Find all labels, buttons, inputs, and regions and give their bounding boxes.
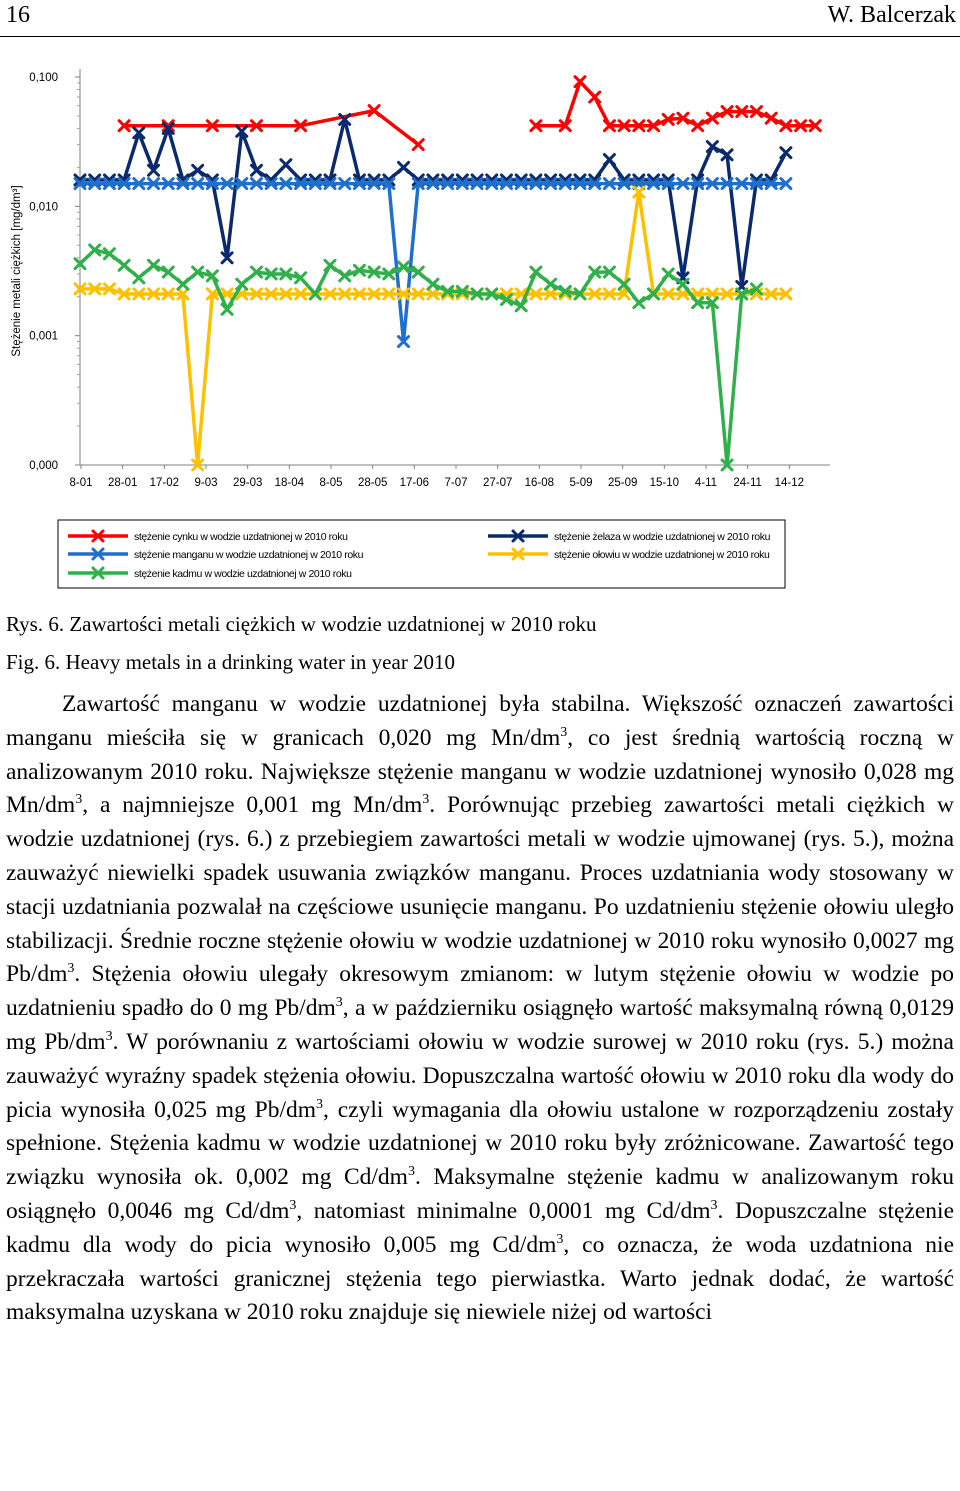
page-number: 16	[6, 2, 30, 28]
data-point	[634, 298, 644, 308]
page-header	[0, 0, 960, 37]
data-point	[178, 279, 188, 289]
series-3	[75, 187, 791, 470]
x-tick-label: 28-05	[357, 477, 388, 489]
legend-label: stężenie manganu w wodzie uzdatnionej w 2010 roku	[134, 549, 364, 561]
text-run: , a w październiku osiągnęło wartość maksymalną równą 0,0129 mg Pb/dm	[6, 995, 955, 1055]
legend-label: stężenie cynku w wodzie uzdatnionej w 2010 roku	[134, 531, 348, 543]
legend-label: stężenie kadmu w wodzie uzdatnionej w 2010 roku	[134, 568, 352, 580]
x-tick-label: 5-09	[569, 477, 593, 489]
superscript: 3	[316, 1096, 324, 1112]
x-tick-label: 25-09	[607, 477, 638, 489]
data-point	[678, 279, 688, 289]
x-tick-label: 4-11	[694, 477, 718, 489]
x-tick-label: 15-10	[649, 477, 680, 489]
chart-legend	[58, 520, 785, 588]
x-tick-label: 8-01	[69, 477, 93, 489]
running-head-author: W. Balcerzak	[827, 2, 956, 28]
text-run: , co jest średnią wartością roczną w analizowanym 2010 roku. Największe stężenie manganu w wodzie uzdatnionej wynosiło 0,028 mg Mn/dm	[6, 724, 954, 819]
figure-caption-pl: Rys. 6. Zawartości metali ciężkich w wodzie uzdatnionej w 2010 roku	[6, 612, 597, 636]
data-point	[663, 269, 673, 279]
data-point	[604, 155, 614, 165]
text-run: . Stężenia ołowiu ulegały okresowym zmianom: w lutym stężenie ołowiu w wodzie po uzdatnieniu spadło do 0 mg Pb/dm	[6, 961, 954, 1022]
series-line	[80, 119, 786, 286]
superscript: 3	[105, 1029, 113, 1045]
text-run: , a najmniejsze 0,001 mg Mn/dm	[82, 792, 423, 819]
superscript: 3	[407, 1164, 415, 1180]
x-tick-label: 9-03	[194, 477, 218, 489]
text-run: . Maksymalne stężenie kadmu w analizowanym roku osiągnęło 0,0046 mg Cd/dm	[6, 1164, 954, 1224]
superscript: 3	[560, 724, 568, 740]
y-tick-label: 0,000	[29, 460, 58, 472]
text-run: , natomiast minimalne 0,0001 mg Cd/dm	[296, 1197, 711, 1224]
series-1	[75, 114, 791, 291]
x-tick-label: 7-07	[444, 477, 468, 489]
x-tick-label: 14-12	[774, 477, 805, 489]
superscript: 3	[335, 995, 343, 1011]
data-point	[193, 165, 203, 175]
superscript: 3	[75, 792, 83, 808]
text-run: , co oznacza, że woda uzdatniona nie przekraczała wartości granicznej stężenia tego pierwiastka. Warto jednak dodać, że wartość maksymalna uzyskana w 2010 roku znajduje się niewiele niżej od wartości	[6, 1231, 954, 1326]
superscript: 3	[710, 1198, 718, 1214]
x-tick-label: 18-04	[274, 477, 305, 489]
body-text	[6, 688, 954, 1330]
text-run: . W porównaniu z wartościami ołowiu w wodzie surowej w 2010 roku (rys. 5.) można zauważyć wyraźny spadek stężenia ołowiu. Dopuszczalna wartość ołowiu w 2010 roku dla wody do picia wynosiła 0,025 mg Pb/dm	[6, 1028, 954, 1123]
x-tick-label: 28-01	[107, 477, 138, 489]
data-point	[119, 260, 129, 270]
data-point	[399, 162, 409, 172]
superscript: 3	[67, 961, 75, 977]
chart-axes	[11, 69, 830, 489]
x-tick-label: 27-07	[482, 477, 513, 489]
figure-caption-en: Fig. 6. Heavy metals in a drinking water in year 2010	[6, 650, 456, 674]
superscript: 3	[422, 792, 430, 808]
x-tick-label: 24-11	[733, 477, 762, 489]
text-run: . Dopuszczalne stężenie kadmu dla wody do picia wynosiło 0,005 mg Cd/dm	[6, 1197, 955, 1258]
series-0	[119, 77, 820, 150]
data-point	[413, 140, 423, 150]
superscript: 3	[289, 1198, 297, 1214]
body-paragraph	[6, 688, 954, 1330]
data-point	[134, 273, 144, 283]
y-tick-label: 0,010	[29, 201, 58, 214]
x-tick-label: 16-08	[524, 477, 555, 489]
legend-label: stężenie żelaza w wodzie uzdatnionej w 2010 roku	[554, 531, 771, 543]
text-run: , czyli wymagania dla ołowiu ustalone w rozporządzeniu zostały spełnione. Stężenia kadmu w wodzie uzdatnionej w 2010 roku były zróżnicowane. Zawartość tego związku wynosiła ok. 0,002 mg Cd/dm	[6, 1096, 954, 1191]
data-point	[281, 160, 291, 170]
y-tick-label: 0,100	[29, 72, 58, 84]
legend-label: stężenie ołowiu w wodzie uzdatnionej w 2010 roku	[554, 549, 770, 561]
chart-series	[75, 77, 820, 470]
series-line	[80, 192, 786, 465]
text-run: . Porównując przebieg zawartości metali ciężkich w wodzie uzdatnionej (rys. 6.) z przebiegiem zawartości metali w wodzie ujmowanej (rys. 5.), można zauważyć niewielki spadek usuwania związków manganu. Proces uzdatniania wody stosowany w stacji uzdatniania pozwalał na częściowe usunięcie manganu. Po uzdatnieniu stężenie ołowiu uległo stabilizacji. Średnie roczne stężenie ołowiu w wodzie uzdatnionej w 2010 roku wynosiło 0,0027 mg Pb/dm	[6, 792, 954, 988]
x-tick-label: 17-06	[399, 477, 430, 489]
x-tick-label: 8-05	[319, 477, 343, 489]
text-run: Zawartość manganu w wodzie uzdatnionej była stabilna. Większość oznaczeń zawartości manganu mieściła się w granicach 0,020 mg Mn/dm	[6, 691, 954, 751]
x-tick-label: 17-02	[149, 477, 180, 489]
heavy-metals-chart	[0, 40, 960, 600]
y-tick-label: 0,001	[29, 330, 58, 343]
y-axis-label: Stężenie metali ciężkich [mg/dm³]	[11, 185, 23, 357]
x-tick-label: 29-03	[232, 477, 263, 489]
superscript: 3	[556, 1231, 564, 1247]
series-4	[75, 245, 761, 470]
